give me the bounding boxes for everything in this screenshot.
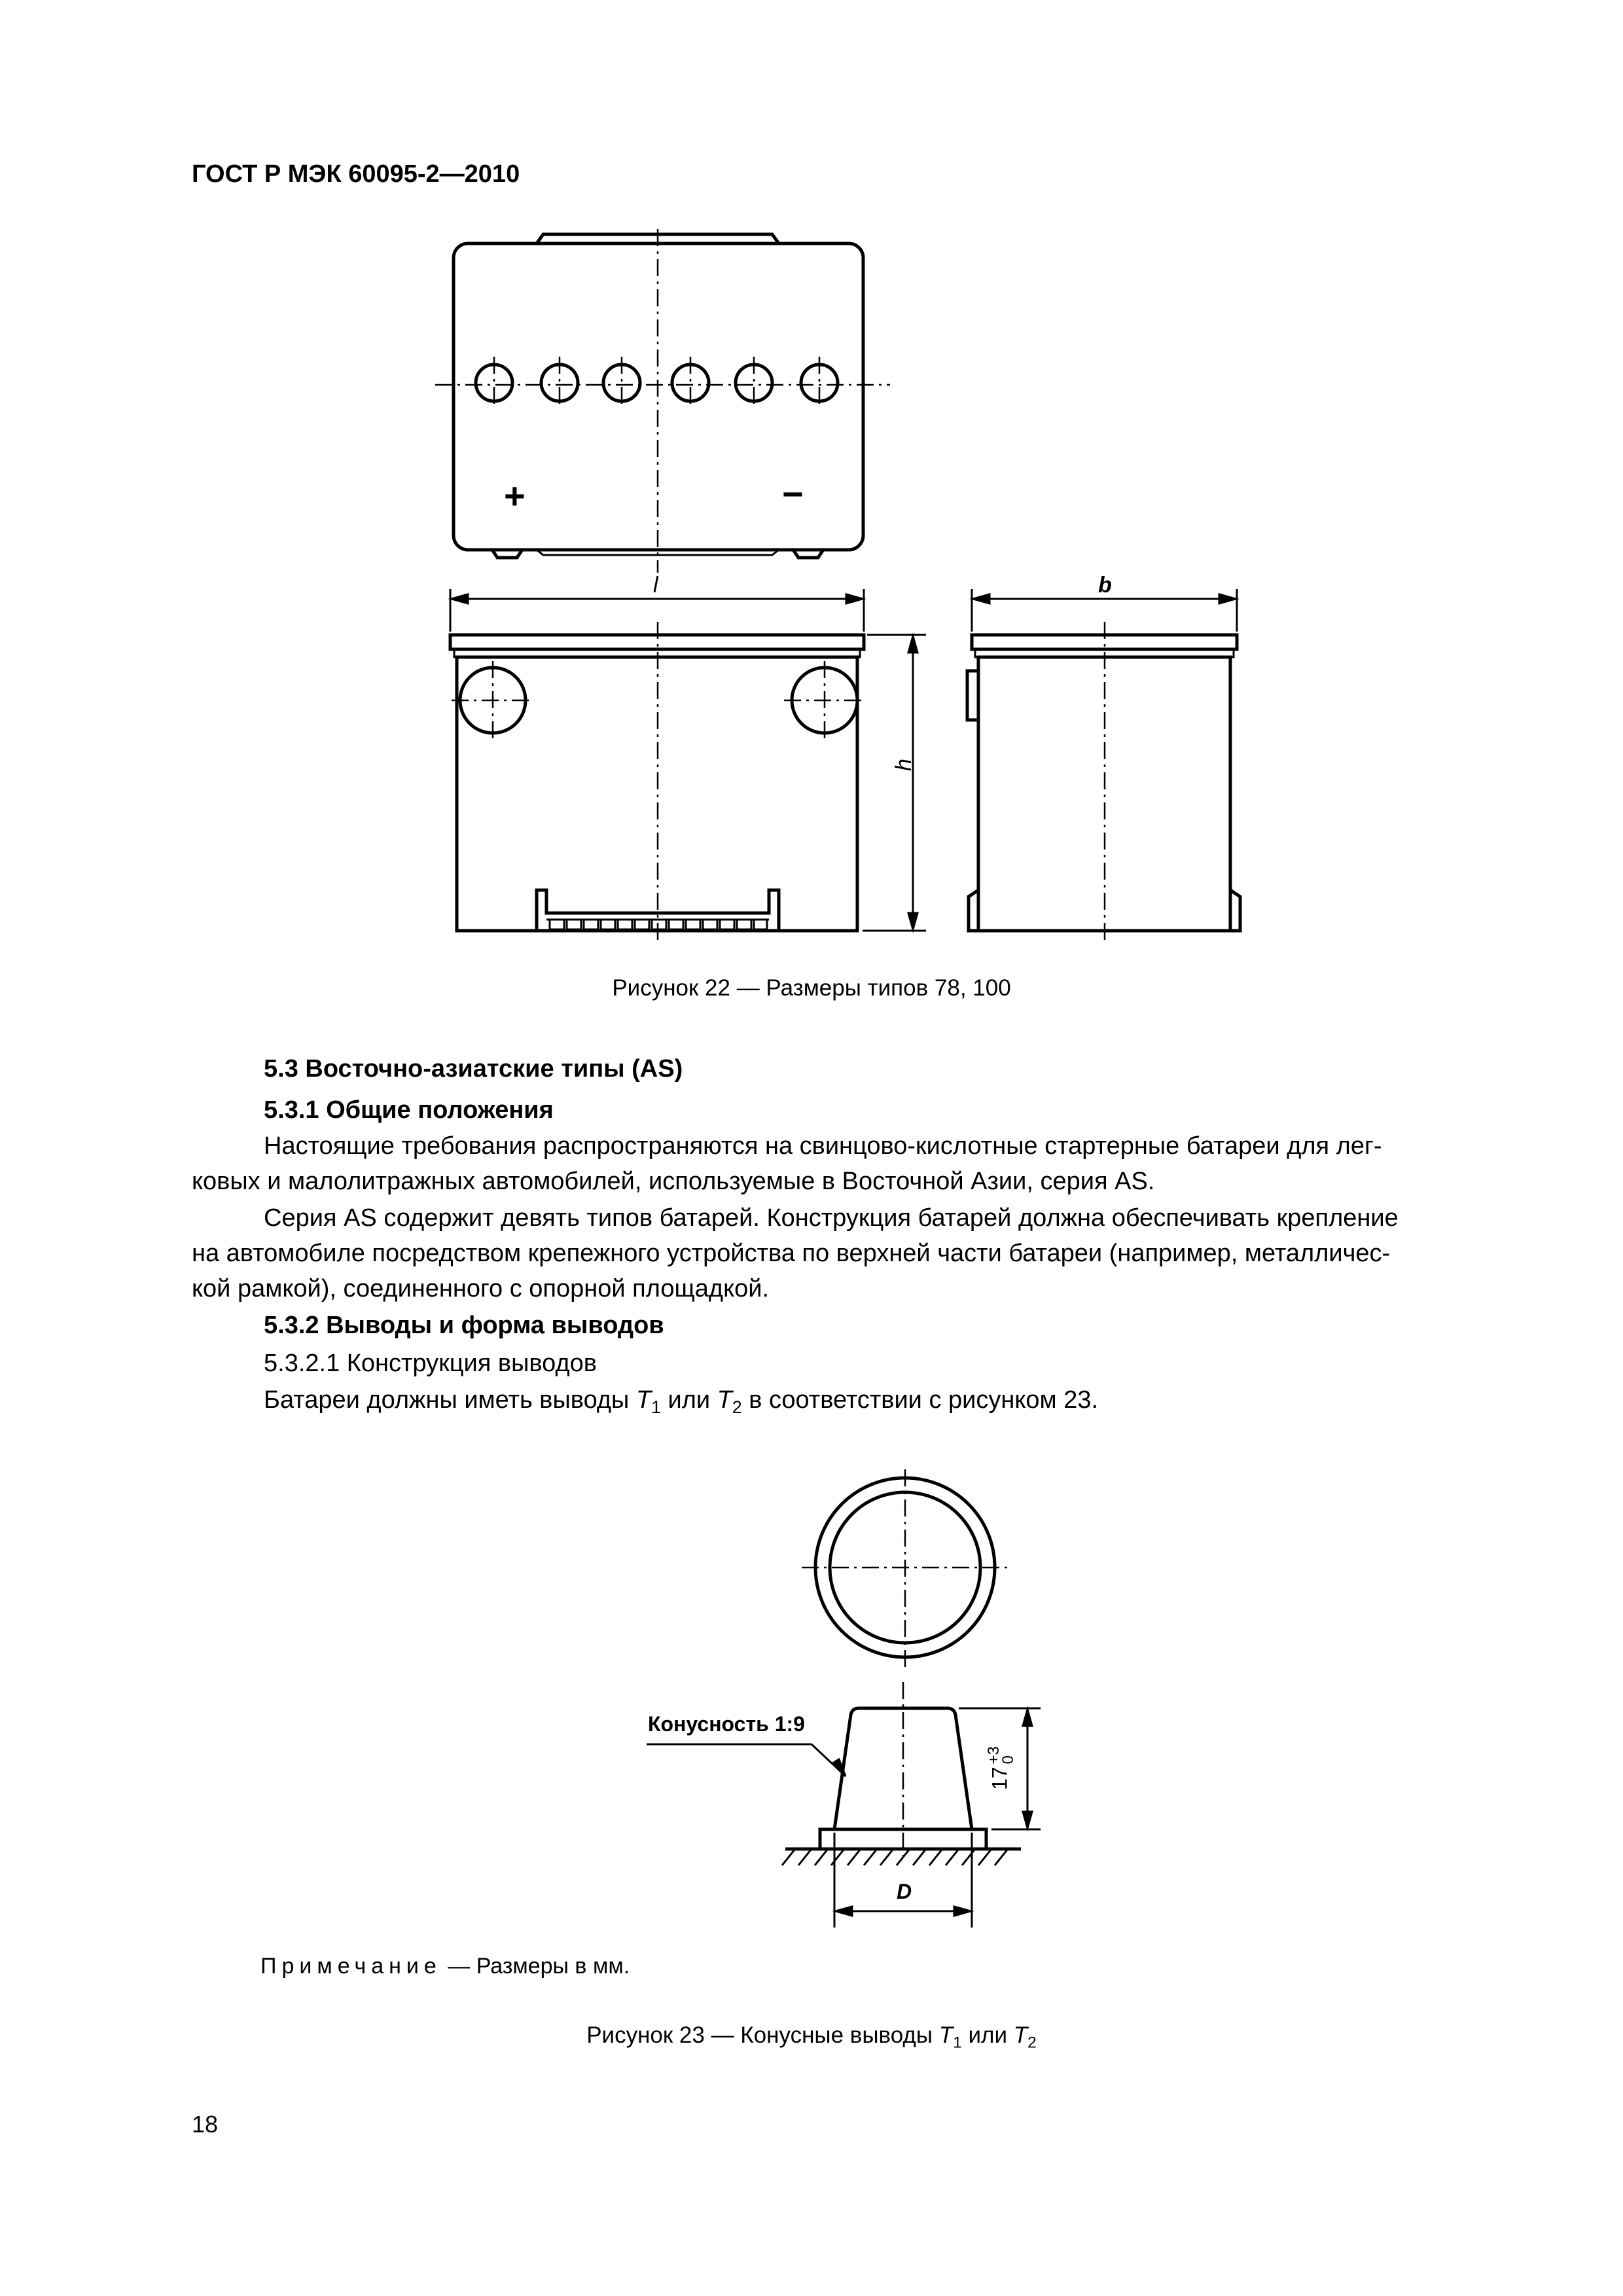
ground-hatching [782, 1849, 1008, 1865]
dimension-l-label: l [653, 573, 658, 598]
section-5-3-2-1-heading: 5.3.2.1 Конструкция выводов [264, 1350, 597, 1377]
para-1-line-1: Настоящие требования распространяются на свинцово-кислотные стартерные батареи для лег- [264, 1132, 1382, 1160]
terminals-sentence: Батареи должны иметь выводы $T_1$ или $T_2$ в соответствии с рисунком 23. [264, 1386, 1099, 1417]
section-5-3-heading: 5.3 Восточно-азиатские типы (AS) [264, 1055, 683, 1083]
figure-23-caption: Рисунок 23 — Конусные выводы $T_1$ или $T_2$ [586, 2022, 1037, 2052]
plus-terminal-label: + [504, 475, 526, 516]
dimension-b-label: b [1098, 573, 1112, 598]
height-dimension-label: 17 +3 0 [985, 1746, 1017, 1790]
figure-22-caption: Рисунок 22 — Размеры типов 78, 100 [612, 975, 1011, 1001]
para-1-line-2: ковых и малолитражных автомобилей, используемые в Восточной Азии, серия AS. [192, 1168, 1155, 1195]
dimension-h-label: h [891, 759, 916, 771]
section-5-3-2-heading: 5.3.2 Выводы и форма выводов [264, 1312, 664, 1339]
minus-terminal-label: − [782, 473, 804, 514]
taper-label: Конусность 1:9 [648, 1712, 805, 1736]
document-header: ГОСТ Р МЭК 60095-2—2010 [192, 160, 520, 188]
figure-22-drawing [0, 0, 1623, 969]
para-2-line-3: кой рамкой), соединенного с опорной площадкой. [192, 1275, 770, 1302]
page-number: 18 [192, 2111, 219, 2138]
note: Примечание — Размеры в мм. [260, 1954, 630, 1979]
section-5-3-1-heading: 5.3.1 Общие положения [264, 1096, 554, 1124]
cell-caps [476, 365, 838, 401]
figure-23-drawing [0, 1453, 1623, 1937]
para-2-line-2: на автомобиле посредством крепежного устройства по верхней части батареи (например, металличес- [192, 1240, 1391, 1267]
dimension-d-label: D [897, 1880, 912, 1903]
para-2-line-1: Серия AS содержит девять типов батарей. Конструкция батарей должна обеспечивать крепление [264, 1204, 1399, 1232]
